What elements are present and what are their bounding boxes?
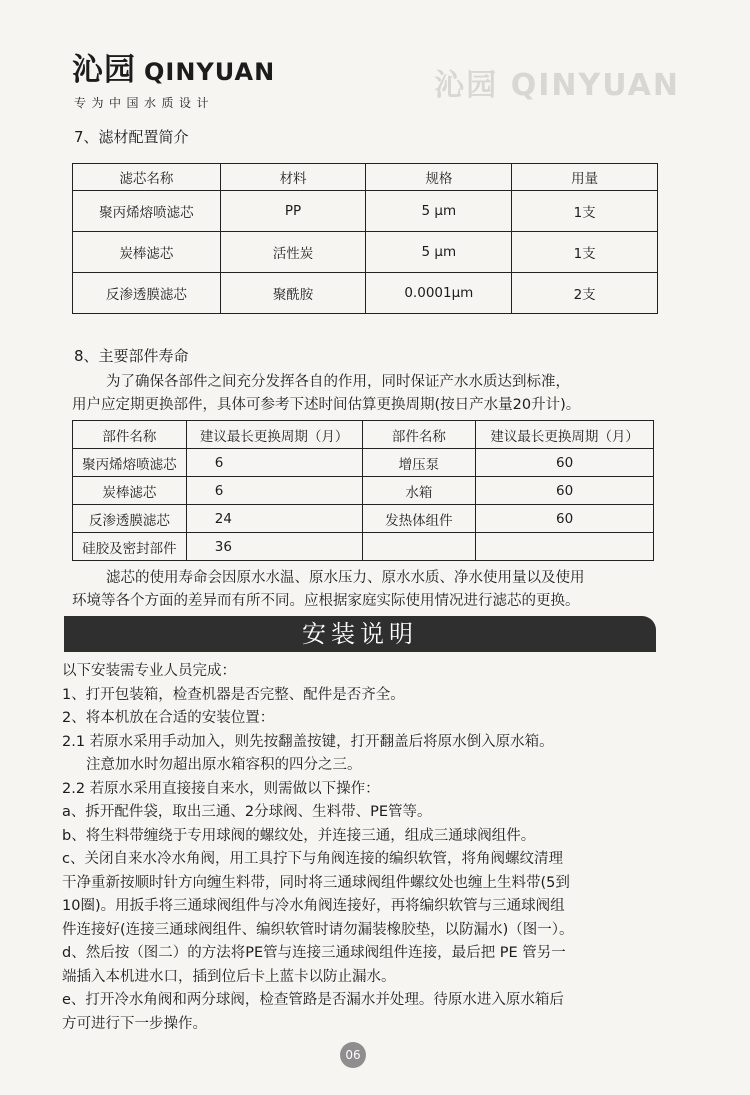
table-row [73,273,658,314]
table-row [73,449,654,477]
column-header: 用量 [512,164,658,191]
instruction-line: 方可进行下一步操作。 [62,1015,207,1032]
table-cell: 硅胶及密封部件 [73,533,187,561]
instruction-line: c、关闭自来水冷水角阀，用工具拧下与角阀连接的编织软管，将角阀螺纹清理 [62,851,563,867]
instruction-line: a、拆开配件袋，取出三通、2分球阀、生料带、PE管等。 [62,804,432,820]
column-header: 部件名称 [73,421,187,449]
note-line: 滤芯的使用寿命会因原水水温、原水压力、原水水质、净水使用量以及使用 [106,570,585,586]
table-cell: PP [220,191,366,232]
install-title: 安装说明 [302,620,418,648]
table-cell: 36 [186,533,362,561]
instruction-line: d、然后按（图二）的方法将PE管与连接三通球阀组件连接，最后把 PE 管另一 [62,945,566,961]
column-header: 建议最长更换周期（月） [186,421,362,449]
section-7-title: 7、滤材配置简介 [74,128,189,146]
instruction-line: 干净重新按顺时针方向缠生料带，同时将三通球阀组件螺纹处也缠上生料带(5到 [62,874,570,891]
table-cell: 反渗透膜滤芯 [73,273,221,314]
table-cell [362,533,476,561]
table-row [73,477,654,505]
instruction-line: 以下安装需专业人员完成： [62,663,236,679]
table-cell: 聚酰胺 [220,273,366,314]
table-cell: 60 [476,505,654,533]
table-row [73,232,658,273]
column-header: 材料 [220,164,366,191]
table-cell: 24 [186,505,362,533]
component-lifespan-table [72,420,654,561]
instruction-line: 1、打开包装箱，检查机器是否完整、配件是否齐全。 [62,686,405,703]
brand-logo [72,52,275,88]
table-cell: 6 [186,449,362,477]
column-header: 滤芯名称 [73,164,221,191]
table-cell: 5 μm [366,232,512,273]
table-cell: 60 [476,477,654,505]
column-header: 部件名称 [362,421,476,449]
column-header: 规格 [366,164,512,191]
column-header: 建议最长更换周期（月） [476,421,654,449]
table-cell: 炭棒滤芯 [73,477,187,505]
logo-chinese: 沁园 [72,52,136,88]
table-header-row [73,421,654,449]
table-row [73,191,658,232]
install-section-banner [64,616,656,652]
page-number: 06 [340,1042,366,1068]
intro-line: 为了确保各部件之间充分发挥各自的作用，同时保证产水水质达到标准， [106,374,570,390]
table-row [73,505,654,533]
brand-tagline: 专为中国水质设计 [74,96,215,110]
intro-line: 用户应定期更换部件，具体可参考下述时间估算更换周期(按日产水量20升计)。 [72,397,581,413]
show-through-logo: 沁园 QINYUAN [434,68,680,103]
table-row [73,533,654,561]
table-cell: 1支 [512,191,658,232]
instruction-line: 2.2 若原水采用直接接自来水，则需做以下操作： [62,780,380,797]
table-cell: 炭棒滤芯 [73,232,221,273]
instruction-line: 2.1 若原水采用手动加入，则先按翻盖按键，打开翻盖后将原水倒入原水箱。 [62,733,554,750]
instruction-line: e、打开冷水角阀和两分球阀，检查管路是否漏水并处理。待原水进入原水箱后 [62,992,564,1008]
table-cell: 6 [186,477,362,505]
instruction-line: 件连接好(连接三通球阀组件、编织软管时请勿漏装橡胶垫，以防漏水)（图一）。 [62,921,574,938]
install-instructions [62,660,682,1036]
table-cell: 5 μm [366,191,512,232]
logo-english: QINYUAN [144,58,276,86]
table-cell: 水箱 [362,477,476,505]
section-8-note [72,567,672,613]
table-cell: 60 [476,449,654,477]
instruction-line: 注意加水时勿超出原水箱容积的四分之三。 [86,757,362,773]
table-cell: 反渗透膜滤芯 [73,505,187,533]
section-8-intro [72,371,672,417]
instruction-line: 10圈)。用扳手将三通球阀组件与冷水角阀连接好，再将编织软管与三通球阀组 [62,898,565,914]
table-cell: 聚丙烯熔喷滤芯 [73,449,187,477]
instruction-line: b、将生料带缠绕于专用球阀的螺纹处，并连接三通，组成三通球阀组件。 [62,827,536,844]
instruction-line: 2、将本机放在合适的安装位置： [62,710,275,726]
table-cell: 2支 [512,273,658,314]
table-cell: 聚丙烯熔喷滤芯 [73,191,221,232]
table-cell: 增压泵 [362,449,476,477]
note-line: 环境等各个方面的差异而有所不同。应根据家庭实际使用情况进行滤芯的更换。 [72,593,580,609]
table-cell [476,533,654,561]
table-header-row [73,164,658,191]
table-cell: 发热体组件 [362,505,476,533]
table-cell: 1支 [512,232,658,273]
filter-config-table [72,163,658,314]
section-8-title: 8、主要部件寿命 [74,347,189,365]
instruction-line: 端插入本机进水口，插到位后卡上蓝卡以防止漏水。 [62,968,396,985]
table-cell: 活性炭 [220,232,366,273]
table-cell: 0.0001μm [366,273,512,314]
